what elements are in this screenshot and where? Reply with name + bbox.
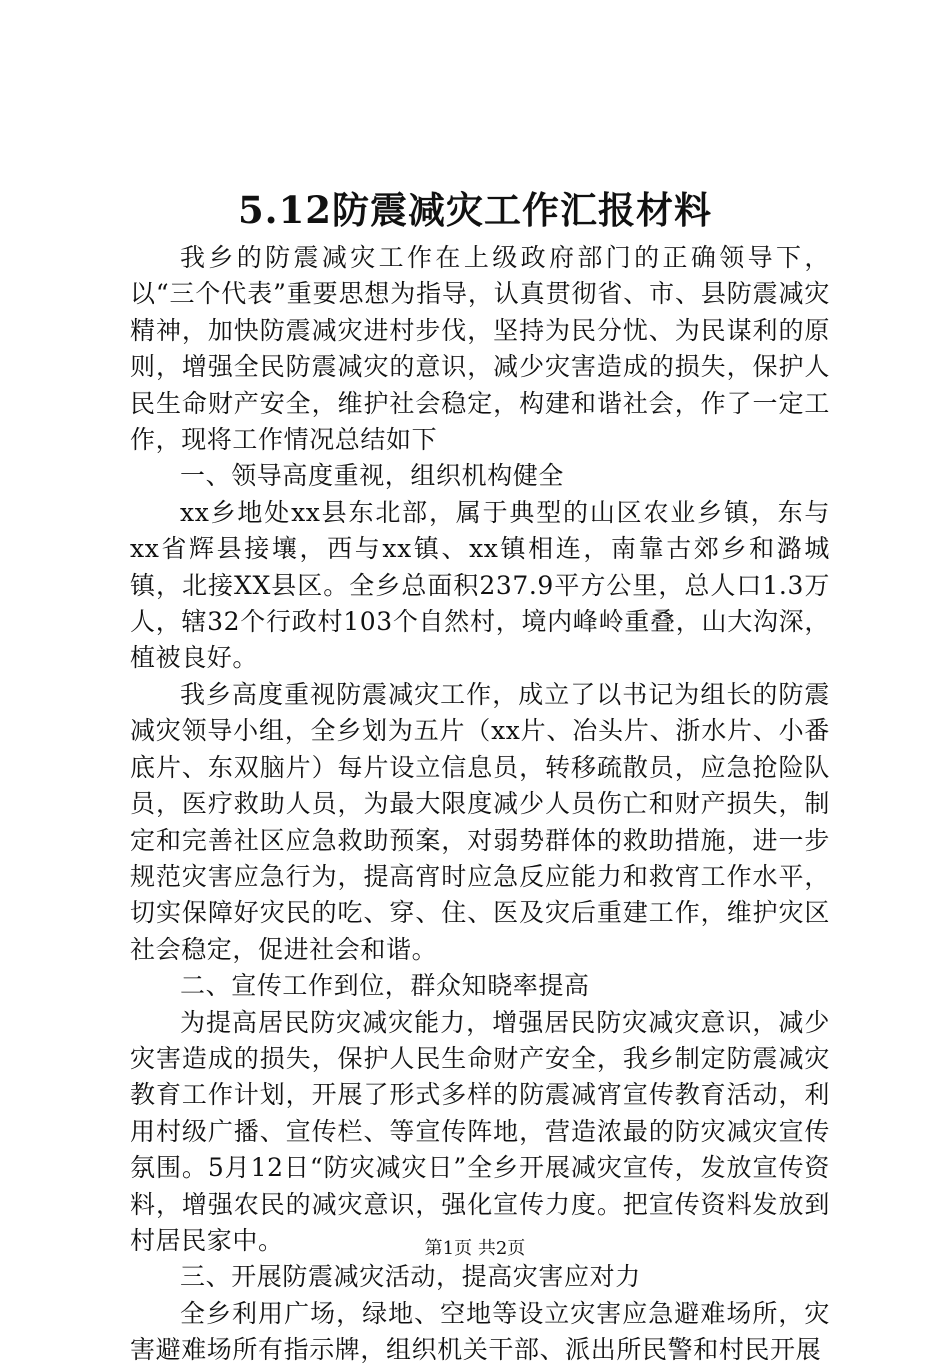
document-title: 5.12防震减灾工作汇报材料	[237, 188, 713, 232]
document-body	[130, 240, 830, 1369]
paragraph-intro: 我乡的防震减灾工作在上级政府部门的正确领导下，以“三个代表”重要思想为指导，认真贯彻省、市、县防震减灾精神，加快防震减灾进村步伐，坚持为民分忧、为民谋利的原则，增强全民防震减灾的意识，减少灾害造成的损失，保护人民生命财产安全，维护社会稳定，构建和谐社会，作了一定工作，现将工作情况总结如下	[130, 243, 830, 455]
section-heading-3: 三、开展防震减灾活动，提高灾害应对力	[180, 1262, 641, 1292]
paragraph-organization: 我乡高度重视防震减灾工作，成立了以书记为组长的防震减灾领导小组，全乡划为五片（xx片、冶头片、浙水片、小番底片、东双脑片）每片设立信息员，转移疏散员，应急抢险队员，医疗救助人员，为最大限度减少人员伤亡和财产损失，制定和完善社区应急救助预案，对弱势群体的救助措施，进一步规范灾害应急行为，提高宵时应急反应能力和救宵工作水平，切实保障好灾民的吃、穿、住、医及灾后重建工作，维护灾区社会稳定，促进社会和谐。	[130, 679, 830, 964]
section-heading-1: 一、领导高度重视，组织机构健全	[180, 461, 565, 491]
page-footer: 第1页 共2页	[424, 1238, 526, 1259]
paragraph-overview: xx乡地处xx县东北部，属于典型的山区农业乡镇，东与xx省辉县接壤，西与xx镇、xx镇相连，南靠古郊乡和潞城镇，北接XX县区。全乡总面积237.9平方公里，总人口1.3万人，辖32个行政村103个自然村，境内峰岭重叠，山大沟深，植被良好。	[130, 497, 830, 673]
section-heading-2: 二、宣传工作到位，群众知晓率提高	[180, 971, 590, 1001]
paragraph-activities: 全乡利用广场，绿地、空地等设立灾害应急避难场所，灾害避难场所有指示牌，组织机关干部、派出所民警和村民开展	[130, 1298, 830, 1365]
paragraph-publicity: 为提高居民防灾减灾能力，增强居民防灾减灾意识，减少灾害造成的损失，保护人民生命财产安全，我乡制定防震减灾教育工作计划，开展了形式多样的防震减宵宣传教育活动，利用村级广播、宣传栏、等宣传阵地，营造浓最的防灾减灾宣传氛围。5月12日“防灾减灾日”全乡开展减灾宣传，发放宣传资料，增强农民的减灾意识，强化宣传力度。把宣传资料发放到村居民家中。	[130, 1007, 830, 1255]
